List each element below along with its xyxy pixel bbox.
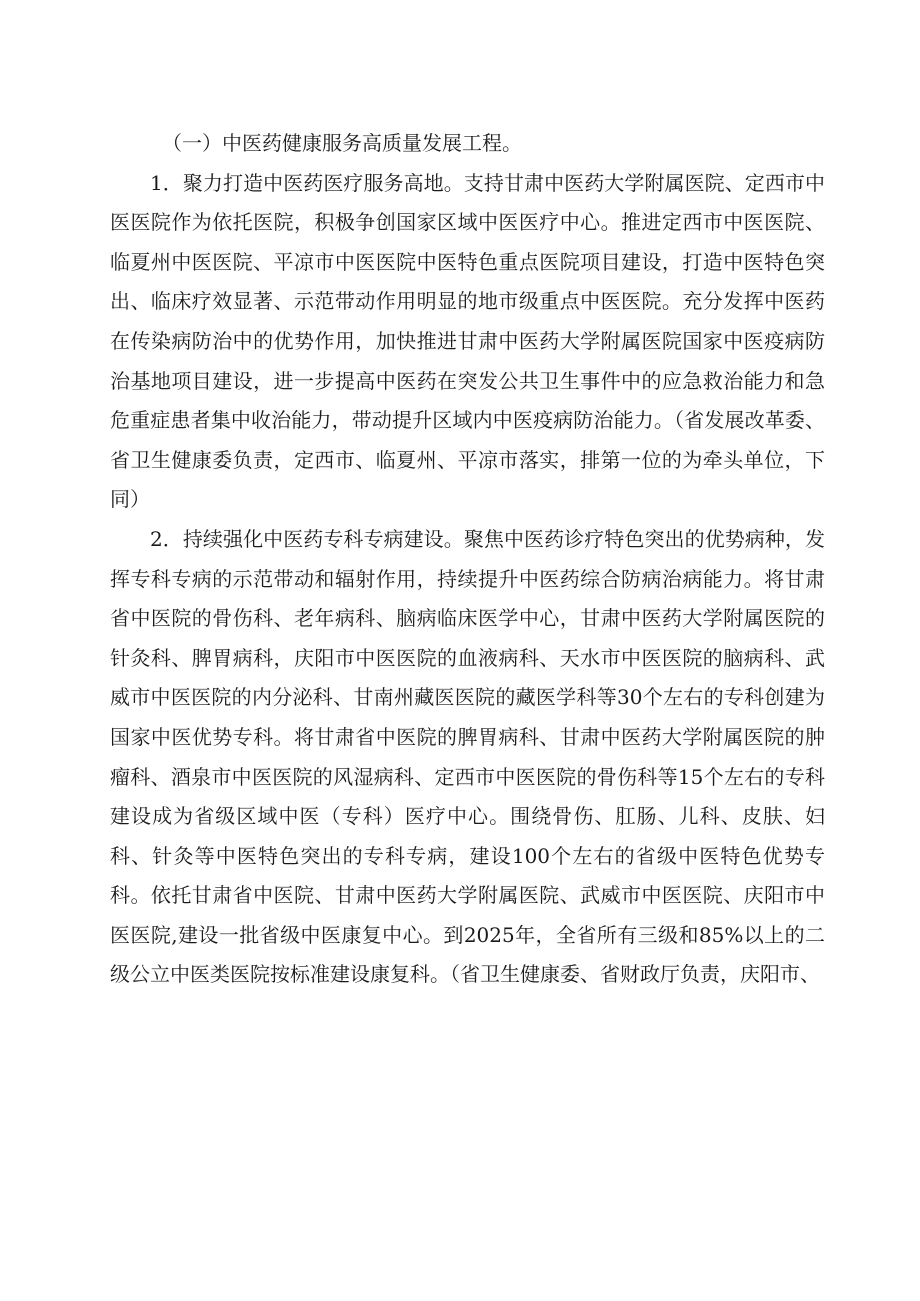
document-body (110, 124, 825, 995)
section-heading: （一）中医药健康服务高质量发展工程。 (162, 131, 522, 155)
paragraph-2: 2．持续强化中医药专科专病建设。聚焦中医药诊疗特色突出的优势病种，发挥专科专病的示范带动和辐射作用，持续提升中医药综合防病治病能力。将甘肃省中医院的骨伤科、老年病科、脑病临床医学中心，甘肃中医药大学附属医院的针灸科、脾胃病科，庆阳市中医医院的血液病科、天水市中医医院的脑病科、武威市中医医院的内分泌科、甘南州藏医医院的藏医学科等30个左右的专科创建为国家中医优势专科。将甘肃省中医院的脾胃病科、甘肃中医药大学附属医院的肿瘤科、酒泉市中医医院的风湿病科、定西市中医医院的骨伤科等15个左右的专科建设成为省级区域中医（专科）医疗中心。围绕骨伤、肛肠、儿科、皮肤、妇科、针灸等中医特色突出的专科专病，建设100个左右的省级中医特色优势专科。依托甘肃省中医院、甘肃中医药大学附属医院、武威市中医医院、庆阳市中医医院,建设一批省级中医康复中心。到2025年，全省所有三级和85%以上的二级公立中医类医院按标准建设康复科。（省卫生健康委、省财政厅负责，庆阳市、 (110, 526, 825, 987)
paragraph-1: 1．聚力打造中医药医疗服务高地。支持甘肃中医药大学附属医院、定西市中医医院作为依托医院，积极争创国家区域中医医疗中心。推进定西市中医医院、临夏州中医医院、平凉市中医医院中医特色重点医院项目建设，打造中医特色突出、临床疗效显著、示范带动作用明显的地市级重点中医医院。充分发挥中医药在传染病防治中的优势作用，加快推进甘肃中医药大学附属医院国家中医疫病防治基地项目建设，进一步提高中医药在突发公共卫生事件中的应急救治能力和急危重症患者集中收治能力，带动提升区域内中医疫病防治能力。（省发展改革委、省卫生健康委负责，定西市、临夏州、平凉市落实，排第一位的为牵头单位，下同） (110, 170, 825, 512)
